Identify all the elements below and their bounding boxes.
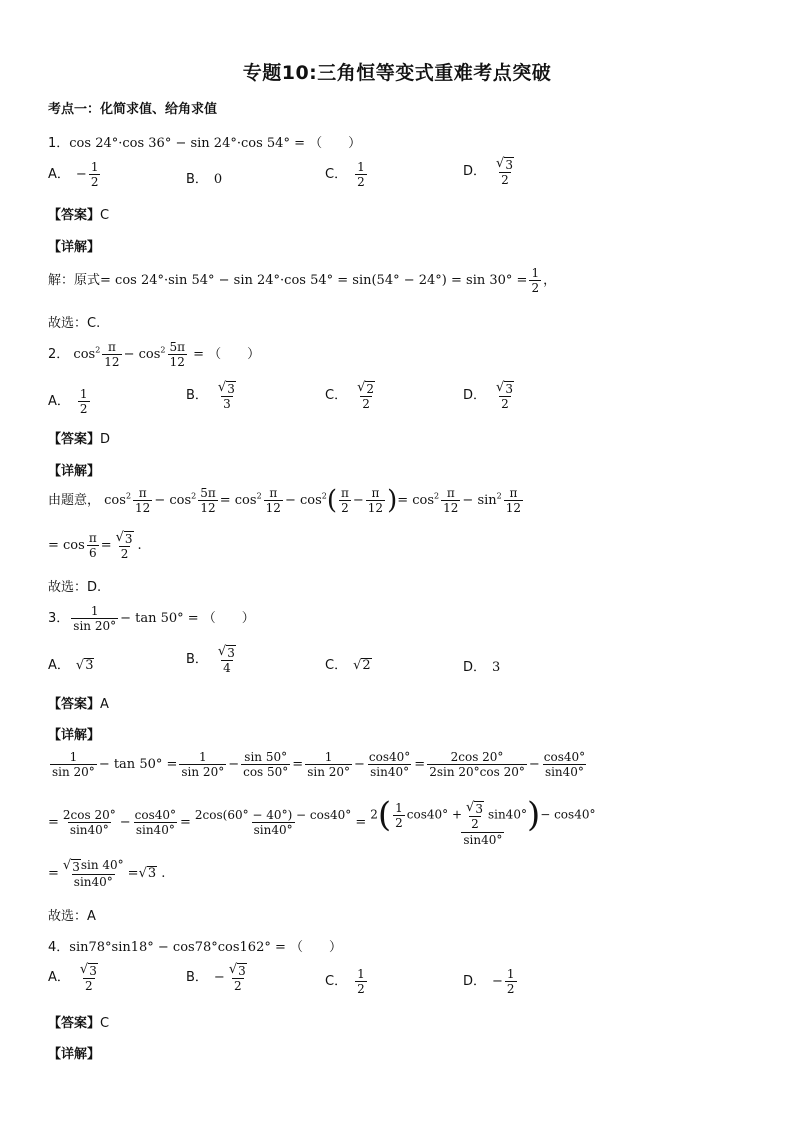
q3-solution-line2: = $\frac{2\cos 20^\circ}{\sin 40^\circ}$ − $\frac{\cos 40^\circ}{\sin 40^\circ}$ = $\frac{2\cos(60^\circ - 40^\circ) - \cos 40^\circ}{\sin 40^\circ}$ = 2( $\frac{1}{2}$ cos40° + √ 3 2 sin40°)− cos40° sin40° [48,795,596,847]
q3-solution-line3: = √ 3 sin 40° sin40° = √ 3 . [48,858,166,889]
question-1 [48,132,361,151]
q3-solution-line1: $\frac{1}{\sin 20^\circ}$ − tan 50° = $\frac{1}{\sin 20^\circ}$ − $\frac{\sin 50^\circ}{\cos 50^\circ}$ = $\frac{1}{\sin 20^\circ}$ − $\frac{\cos 40^\circ}{\sin 40^\circ}$ = $\frac{2\cos 20^\circ}{2\sin 20^\circ\cos 20^\circ}$ − $\frac{\cos 40^\circ}{\sin 40^\circ}$ [52,750,586,779]
q3-detail-label: 【详解】 [48,728,101,743]
q2-option-b: B． √ 3 3 [186,380,235,411]
page-title: 专题10:三角恒等变式重难考点突破 [242,62,552,84]
q4-option-a: A． √ 3 2 [48,962,97,993]
q2-detail-label: 【详解】 [48,464,101,479]
q1-option-a: A． − $\frac{1}{2}$ [48,160,99,189]
q2-option-a: A． $\frac{1}{2}$ [48,387,88,416]
q2-solution-line1: 由题意， $\cos^2$ $\frac{\pi}{12}$ − $\cos^2$ $\frac{5\pi}{12}$ = $\cos^2$ $\frac{\pi}{12}$ − $\cos^2$( $\frac{\pi}{2}$ − $\frac{\pi}{12}$ )= $\cos^2$ $\frac{\pi}{12}$ − $\sin^2$ $\frac{\pi}{12}$ [48,485,522,516]
q1-detail-label: 【详解】 [48,240,101,255]
section-heading: 考点一：化简求值、给角求值 [48,102,218,117]
q2-option-c: C． √ 2 2 [325,380,375,411]
q1-option-d: D． √ 3 2 [463,156,513,187]
q4-option-c: C． $\frac{1}{2}$ [325,967,365,996]
question-3: 3． $\frac{1}{\sin 20^\circ}$ − tan 50° = （ ） [48,604,255,633]
q1-solution: 解：原式= cos 24°·sin 54° − sin 24°·cos 54° = sin(54° − 24°) = sin 30° = $\frac{1}{2}$ ， [48,266,557,295]
q2-option-d: D． √ 3 2 [463,380,513,411]
q3-option-b: B． √ 3 4 [186,644,235,675]
q1-number: 1． [48,136,70,151]
q1-conclusion: 故选：C. [48,316,101,331]
q4-option-b: B． − √ 3 2 [186,962,246,993]
q4-option-d: D． − $\frac{1}{2}$ [463,967,515,996]
q2-conclusion: 故选：D. [48,580,102,595]
question-2: 2． $\cos^2$ $\frac{\pi}{12}$ − $\cos^2$ $\frac{5\pi}{12}$ = （ ） [48,340,261,369]
q2-answer: 【答案】D [48,432,111,447]
q3-option-c: C． √ 2 [325,658,371,673]
q3-conclusion: 故选：A [48,909,96,924]
q3-option-a: A． √ 3 [48,658,94,673]
q1-stem: cos 24°·cos 36° − sin 24°·cos 54° = （ ） [69,136,362,151]
q1-answer: 【答案】C [48,208,110,223]
q3-answer: 【答案】A [48,697,109,712]
q2-solution-line2: = cos $\frac{\pi}{6}$ = √ 3 2 . [48,530,142,561]
q1-option-b: B． 0 [186,172,223,187]
q1-option-c: C． $\frac{1}{2}$ [325,160,365,189]
q4-detail-label: 【详解】 [48,1047,101,1062]
q3-option-d: D． 3 [463,660,501,675]
question-4: 4．sin78°sin18° − cos78°cos162° = （ ） [48,940,342,955]
q4-answer: 【答案】C [48,1016,110,1031]
